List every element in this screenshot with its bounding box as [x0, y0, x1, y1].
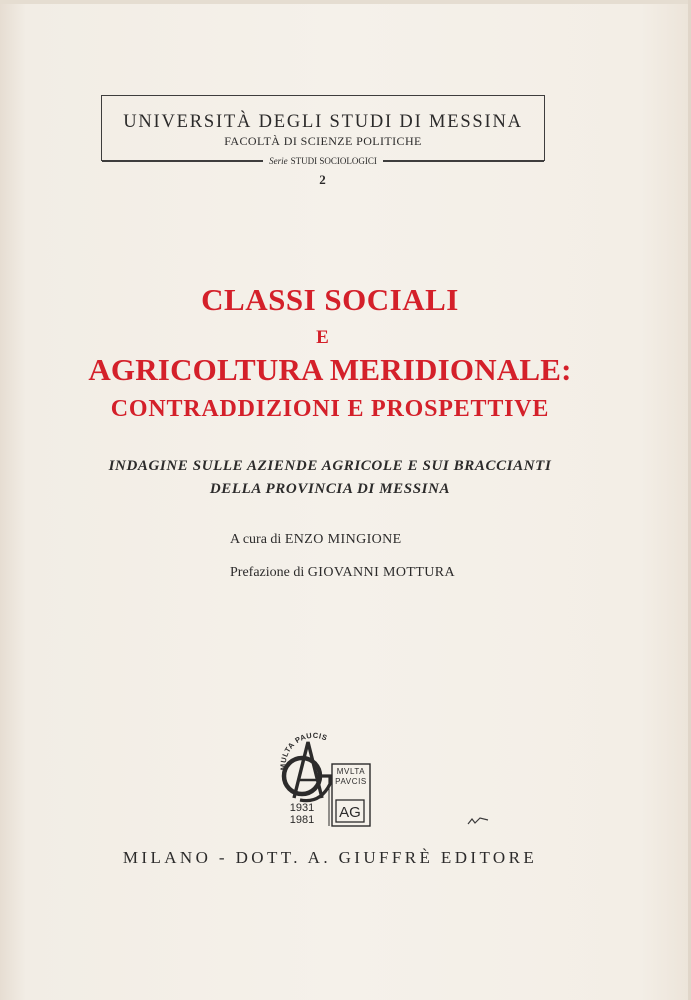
preface-name: GIOVANNI MOTTURA — [307, 565, 456, 580]
preface-credit — [230, 565, 455, 581]
series-rule-left — [102, 160, 263, 161]
title-line-2: E — [316, 327, 329, 348]
series-name: STUDI SOCIOLOGICI — [290, 156, 377, 166]
logo-year-end: 1981 — [289, 814, 315, 826]
title-line-3: AGRICOLTURA MERIDIONALE: — [88, 352, 572, 387]
logo-year-start: 1931 — [289, 802, 315, 814]
editor-prefix: A cura di — [230, 532, 282, 547]
volume-number: 2 — [319, 172, 326, 187]
title-line-4: CONTRADDIZIONI E PROSPETTIVE — [110, 396, 550, 422]
logo-box-line-1: MVLTA — [336, 767, 366, 776]
subtitle-line-2: DELLA PROVINCIA DI MESSINA — [209, 481, 451, 497]
subtitle-line-1: INDAGINE SULLE AZIENDE AGRICOLE E SUI BRACCIANTI — [108, 458, 552, 474]
series-prefix: Serie — [269, 156, 288, 166]
publisher-imprint: MILANO - DOTT. A. GIUFFRÈ EDITORE — [122, 848, 538, 867]
editor-credit — [230, 532, 402, 548]
publisher-logo-icon — [272, 724, 392, 839]
paper-edge-top — [0, 0, 691, 4]
preface-prefix: Prefazione di — [230, 565, 305, 580]
series-label — [263, 156, 383, 166]
logo-monogram: AG — [339, 804, 361, 821]
series-line — [102, 154, 544, 168]
pencil-mark-icon — [466, 814, 490, 828]
series-rule-right — [383, 160, 544, 161]
faculty-name: FACOLTÀ DI SCIENZE POLITICHE — [224, 134, 422, 148]
series-box — [101, 95, 545, 166]
editor-name: ENZO MINGIONE — [284, 532, 402, 547]
university-name: UNIVERSITÀ DEGLI STUDI DI MESSINA — [123, 112, 523, 132]
logo-box-line-2: PAVCIS — [335, 777, 367, 786]
logo-arc-text: MULTA PAUCIS — [278, 730, 329, 771]
title-line-1: CLASSI SOCIALI — [201, 282, 459, 317]
